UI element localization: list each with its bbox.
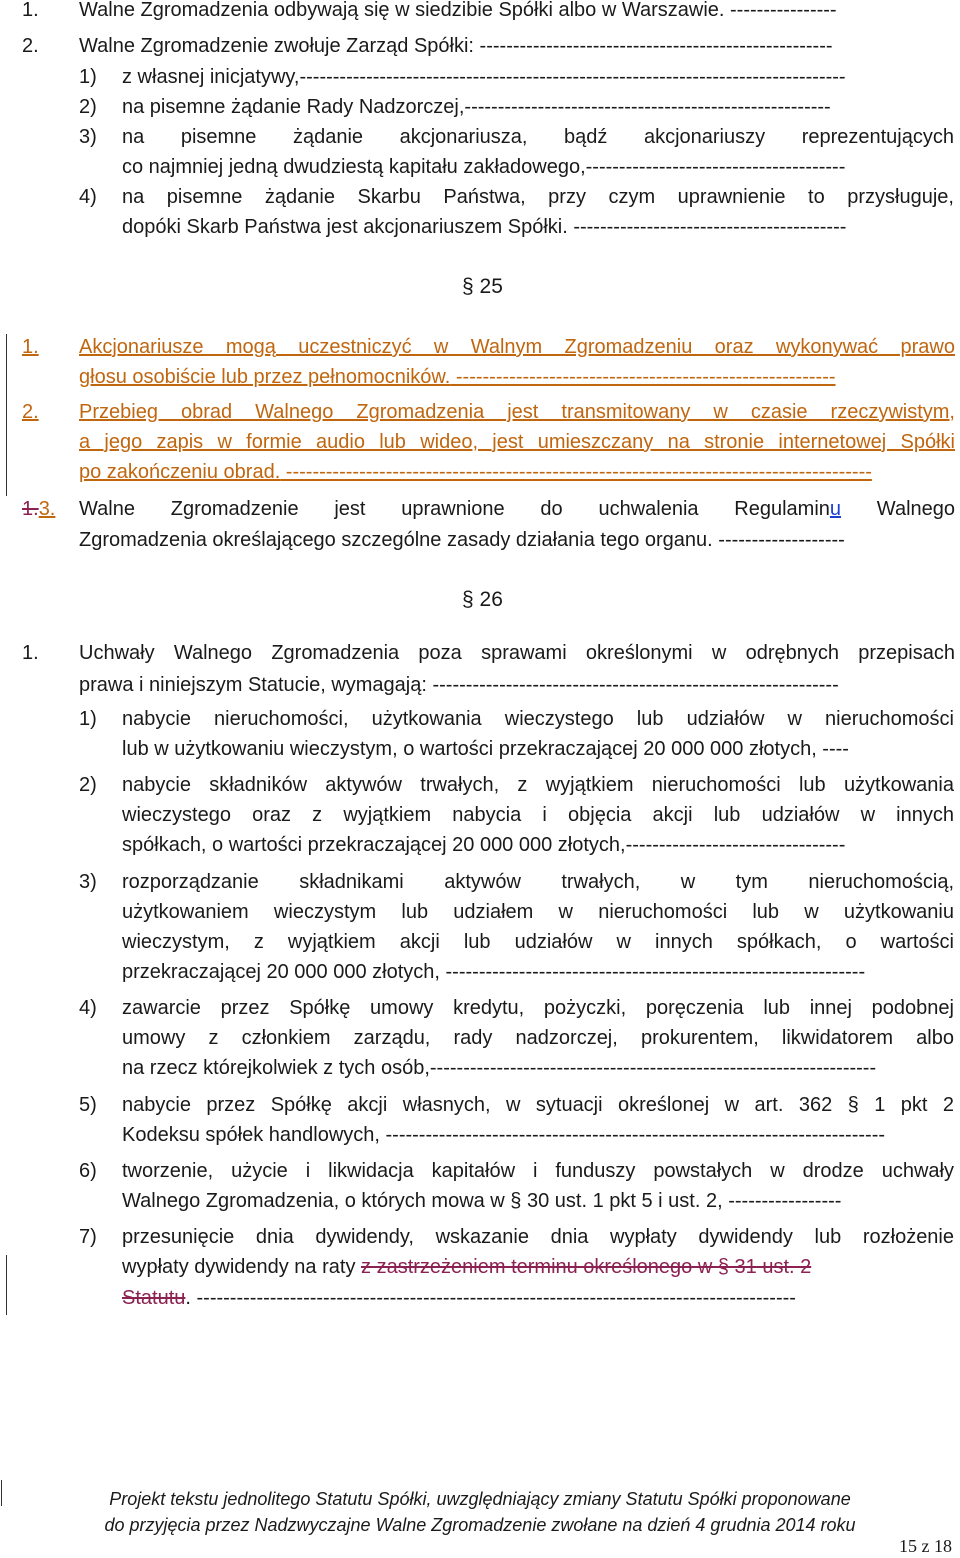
section-heading: [462, 585, 503, 615]
list-number: 5): [79, 1094, 97, 1116]
list-item-line: na rzecz którejkolwiek z tych osób,-------------------------------------------------------------------: [122, 1057, 877, 1079]
list-number: 1.: [22, 0, 39, 21]
list-item-line: z własnej inicjatywy,----------------------------------------------------------------------------------: [122, 66, 846, 88]
paragraph-line: [79, 494, 955, 524]
inserted-dashes: ----------------------------------------------------------------------------------------: [280, 461, 872, 483]
section-number: 25: [479, 275, 503, 298]
list-item-line: [122, 1283, 796, 1313]
list-item-line: zawarcie przez Spółkę umowy kredytu, pożyczki, poręczenia lub innej podobnej: [122, 997, 954, 1019]
section-number: 26: [479, 588, 503, 611]
list-number: 2.: [22, 401, 39, 423]
list-number: 1.: [22, 336, 39, 358]
list-item-line: [122, 1186, 841, 1216]
list-number: 4): [79, 997, 97, 1019]
deleted-number: 1.: [22, 498, 39, 520]
change-bar: [6, 1255, 7, 1315]
list-item-line: [122, 1252, 811, 1282]
deleted-text: Statutu: [122, 1287, 186, 1309]
paragraph-line: prawa i niniejszym Statucie, wymagają: -------------------------------------------------------------: [79, 674, 839, 696]
list-number: 3): [79, 126, 97, 148]
deleted-text: z zastrzeżeniem terminu określonego w § 31 ust. 2: [361, 1256, 812, 1278]
list-number: 4): [79, 186, 97, 208]
inserted-dashes: ---------------------------------------------------------: [450, 366, 836, 388]
list-item-line: Kodeksu spółek handlowych, ---------------------------------------------------------------------------: [122, 1124, 886, 1146]
paragraph-line: Zgromadzenia określającego szczególne zasady działania tego organu. -------------------: [79, 529, 845, 551]
inserted-text: po zakończeniu obrad.: [79, 461, 281, 483]
inserted-line: a jego zapis w formie audio lub wideo, jest umieszczany na stronie internetowej Spółki: [79, 431, 955, 453]
change-bar: [6, 334, 7, 496]
list-item-text: nabycie przez Spółkę akcji własnych, w sytuacji określonej w art. 362 § 1 pkt 2: [122, 1094, 954, 1116]
list-number: 2): [79, 96, 97, 118]
list-number: 2.: [22, 35, 39, 57]
paragraph-text: Walne Zgromadzenie jest uprawnione do uchwalenia Regulamin: [79, 498, 830, 520]
inserted-line: Przebieg obrad Walnego Zgromadzenia jest transmitowany w czasie rzeczywistym,: [79, 401, 955, 423]
list-item-line: dopóki Skarb Państwa jest akcjonariuszem Spółki. -----------------------------------------: [122, 216, 847, 238]
inserted-line: [79, 362, 836, 392]
list-number: 6): [79, 1160, 97, 1182]
paragraph-text: Walnego: [841, 498, 955, 520]
inserted-letter: u: [829, 498, 842, 520]
list-item-line: użytkowaniem wieczystym lub udziałem w nieruchomości lub w użytkowaniu: [122, 901, 954, 923]
list-item-line: lub w użytkowaniu wieczystym, o wartości przekraczającej 20 000 000 złotych, ----: [122, 738, 849, 760]
list-number: 1): [79, 708, 97, 730]
list-item-line: [122, 1090, 954, 1120]
footer-line: Projekt tekstu jednolitego Statutu Spółki, uwzględniający zmiany Statutu Spółki proponowane: [109, 1489, 851, 1509]
list-number: 7): [79, 1226, 97, 1248]
list-item-line: na pisemne żądanie akcjonariusza, bądź akcjonariuszy reprezentujących: [122, 126, 954, 148]
footer-line: do przyjęcia przez Nadzwyczajne Walne Zgromadzenie zwołane na dzień 4 grudnia 2014 roku: [104, 1515, 856, 1535]
paragraph-line: Walne Zgromadzenie zwołuje Zarząd Spółki: -----------------------------------------------------: [79, 35, 833, 57]
page-number: 15 z 18: [899, 1536, 952, 1556]
list-item-line: na pisemne żądanie Rady Nadzorczej,-------------------------------------------------------: [122, 96, 831, 118]
list-number: [22, 494, 55, 524]
list-item-text: wypłaty dywidendy na raty: [122, 1256, 362, 1278]
list-item-text: Walnego Zgromadzenia, o których mowa w § 30 ust. 1 pkt 5 i ust. 2, -----------------: [122, 1190, 842, 1212]
section-heading: [462, 272, 503, 302]
list-item-line: nabycie nieruchomości, użytkowania wieczystego lub udziałów w nieruchomości: [122, 708, 954, 730]
inserted-number: 3.: [38, 498, 56, 520]
inserted-line: [79, 457, 872, 487]
list-item-line: nabycie składników aktywów trwałych, z wyjątkiem nieruchomości lub użytkowania: [122, 774, 954, 796]
list-number: 1.: [22, 642, 39, 664]
list-item-line: tworzenie, użycie i likwidacja kapitałów i funduszy powstałych w drodze uchwały: [122, 1160, 954, 1182]
list-number: 3): [79, 871, 97, 893]
inserted-line: Akcjonariusze mogą uczestniczyć w Walnym Zgromadzeniu oraz wykonywać prawo: [79, 336, 955, 358]
list-item-line: przekraczającej 20 000 000 złotych, ---------------------------------------------------------------: [122, 961, 866, 983]
paragraph-line: Walne Zgromadzenia odbywają się w siedzibie Spółki albo w Warszawie. ----------------: [79, 0, 837, 21]
list-item-line: przesunięcie dnia dywidendy, wskazanie dnia wypłaty dywidendy lub rozłożenie: [122, 1226, 954, 1248]
section-sign: §: [462, 275, 474, 298]
list-item-line: wieczystym, z wyjątkiem akcji lub udziałów w innych spółkach, o wartości: [122, 931, 954, 953]
list-item-line: co najmniej jedną dwudziestą kapitału zakładowego,---------------------------------------: [122, 156, 846, 178]
paragraph-line: Uchwały Walnego Zgromadzenia poza sprawami określonymi w odrębnych przepisach: [79, 642, 955, 664]
inserted-text: głosu osobiście lub przez pełnomocników.: [79, 366, 451, 388]
list-item-line: wieczystego oraz z wyjątkiem nabycia i objęcia akcji lub udziałów w innych: [122, 804, 954, 826]
list-item-line: na pisemne żądanie Skarbu Państwa, przy czym uprawnienie to przysługuje,: [122, 186, 954, 208]
list-number: 2): [79, 774, 97, 796]
list-item-line: spółkach, o wartości przekraczającej 20 000 000 złotych,---------------------------------: [122, 834, 846, 856]
list-item-line: rozporządzanie składnikami aktywów trwałych, w tym nieruchomością,: [122, 871, 954, 893]
section-sign: §: [462, 588, 474, 611]
list-number: 1): [79, 66, 97, 88]
list-item-line: umowy z członkiem zarządu, rady nadzorczej, prokurentem, likwidatorem albo: [122, 1027, 954, 1049]
list-item-text: . ------------------------------------------------------------------------------------------: [185, 1287, 796, 1309]
